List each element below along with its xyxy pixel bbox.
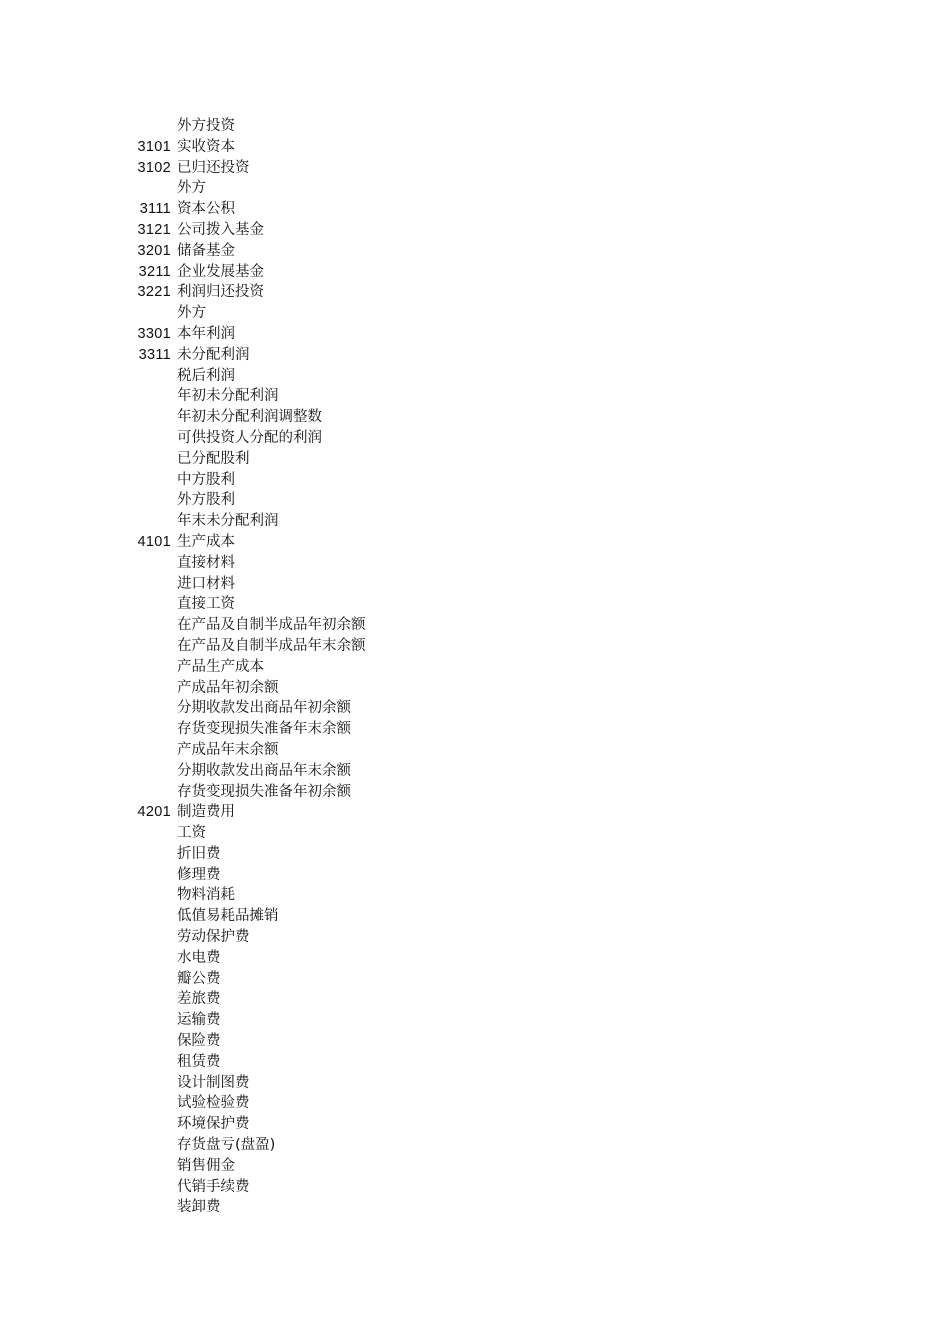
account-row [0,386,950,407]
account-row [0,282,950,303]
account-row [0,740,950,761]
account-name: 外方股利 [177,492,235,509]
account-name: 差旅费 [177,991,221,1008]
account-row [0,449,950,470]
account-row [0,116,950,137]
account-name: 年末未分配利润 [177,513,279,530]
account-code: 4101 [137,533,171,550]
account-name: 可供投资人分配的利润 [177,429,322,446]
account-row [0,1135,950,1156]
account-name: 租赁费 [177,1053,221,1070]
account-name: 环境保护费 [177,1116,250,1133]
account-row [0,303,950,324]
account-name: 直接材料 [177,554,235,571]
account-row [0,865,950,886]
account-name: 水电费 [177,949,221,966]
account-row [0,137,950,158]
account-name: 本年利润 [177,325,235,342]
account-row [0,220,950,241]
account-row [0,615,950,636]
account-name: 低值易耗品摊销 [177,908,279,925]
account-name: 外方投资 [177,118,235,134]
account-name: 在产品及自制半成品年末余额 [177,637,366,654]
account-row [0,345,950,366]
account-row [0,927,950,948]
account-row [0,553,950,574]
account-name: 运输费 [177,1012,221,1029]
account-row [0,761,950,782]
account-name: 制造费用 [177,804,235,821]
account-name: 设计制图费 [177,1074,250,1091]
account-name: 已分配股利 [177,450,250,467]
account-row [0,1177,950,1198]
account-row [0,989,950,1010]
account-row [0,657,950,678]
account-name: 产品生产成本 [177,658,264,675]
account-name: 产成品年初余额 [177,679,279,696]
account-code: 3301 [137,325,171,342]
account-row [0,574,950,595]
account-name: 工资 [177,825,206,842]
account-row [0,1156,950,1177]
account-name: 已归还投资 [177,159,250,176]
account-row [0,1010,950,1031]
account-row [0,366,950,387]
account-name: 直接工资 [177,596,235,613]
account-row [0,802,950,823]
account-row [0,844,950,865]
account-name: 物料消耗 [177,887,235,904]
account-code: 4201 [137,804,171,821]
account-row [0,906,950,927]
account-code: 3101 [137,138,171,155]
account-code: 3121 [137,221,171,238]
account-name: 保险费 [177,1033,221,1050]
account-name: 试验检验费 [177,1095,250,1112]
account-row [0,636,950,657]
account-name: 资本公积 [177,201,235,218]
account-name: 劳动保护费 [177,929,250,946]
account-row [0,1197,950,1218]
account-name: 销售佣金 [177,1157,235,1174]
account-name: 公司拨入基金 [177,221,264,238]
account-name: 利润归还投资 [177,284,264,301]
account-row [0,1073,950,1094]
account-code: 3221 [137,284,171,301]
account-row [0,262,950,283]
account-name: 修理费 [177,866,221,883]
account-row [0,782,950,803]
account-name: 分期收款发出商品年末余额 [177,762,351,779]
account-name: 储备基金 [177,242,235,259]
account-row [0,158,950,179]
account-name: 在产品及自制半成品年初余额 [177,617,366,634]
account-name: 代销手续费 [177,1178,250,1195]
account-name: 存货盘亏(盘盈) [177,1137,276,1154]
account-name: 外方 [177,305,206,322]
account-row [0,1093,950,1114]
account-row [0,698,950,719]
account-row [0,1031,950,1052]
account-row [0,948,950,969]
account-name: 产成品年末余额 [177,741,279,758]
account-row [0,511,950,532]
account-row [0,885,950,906]
account-code: 3211 [138,263,171,280]
account-name: 存货变现损失准备年初余额 [177,783,351,800]
account-name: 中方股利 [177,471,235,488]
account-name: 企业发展基金 [177,263,264,280]
account-code: 3311 [138,346,171,363]
account-list [0,116,950,1218]
account-row [0,428,950,449]
account-name: 年初未分配利润 [177,388,279,405]
account-name: 进口材料 [177,575,235,592]
account-row [0,490,950,511]
account-name: 装卸费 [177,1199,221,1216]
account-name: 外方 [177,180,206,197]
account-row [0,1114,950,1135]
account-name: 未分配利润 [177,346,250,363]
account-row [0,719,950,740]
account-row [0,532,950,553]
account-row [0,470,950,491]
account-name: 瓣公费 [177,970,221,987]
account-row [0,969,950,990]
account-row [0,241,950,262]
account-code: 3201 [137,242,171,259]
account-row [0,324,950,345]
account-name: 存货变现损失准备年末余额 [177,721,351,738]
account-name: 实收资本 [177,138,235,155]
account-code: 3102 [137,159,171,176]
account-row [0,823,950,844]
account-row [0,678,950,699]
account-name: 折旧费 [177,845,221,862]
account-code: 3111 [139,201,171,218]
account-row [0,407,950,428]
account-row [0,199,950,220]
account-row [0,594,950,615]
account-row [0,178,950,199]
account-name: 分期收款发出商品年初余额 [177,700,351,717]
account-name: 税后利润 [177,367,235,384]
account-name: 年初未分配利润调整数 [177,409,322,426]
account-name: 生产成本 [177,533,235,550]
account-row [0,1052,950,1073]
